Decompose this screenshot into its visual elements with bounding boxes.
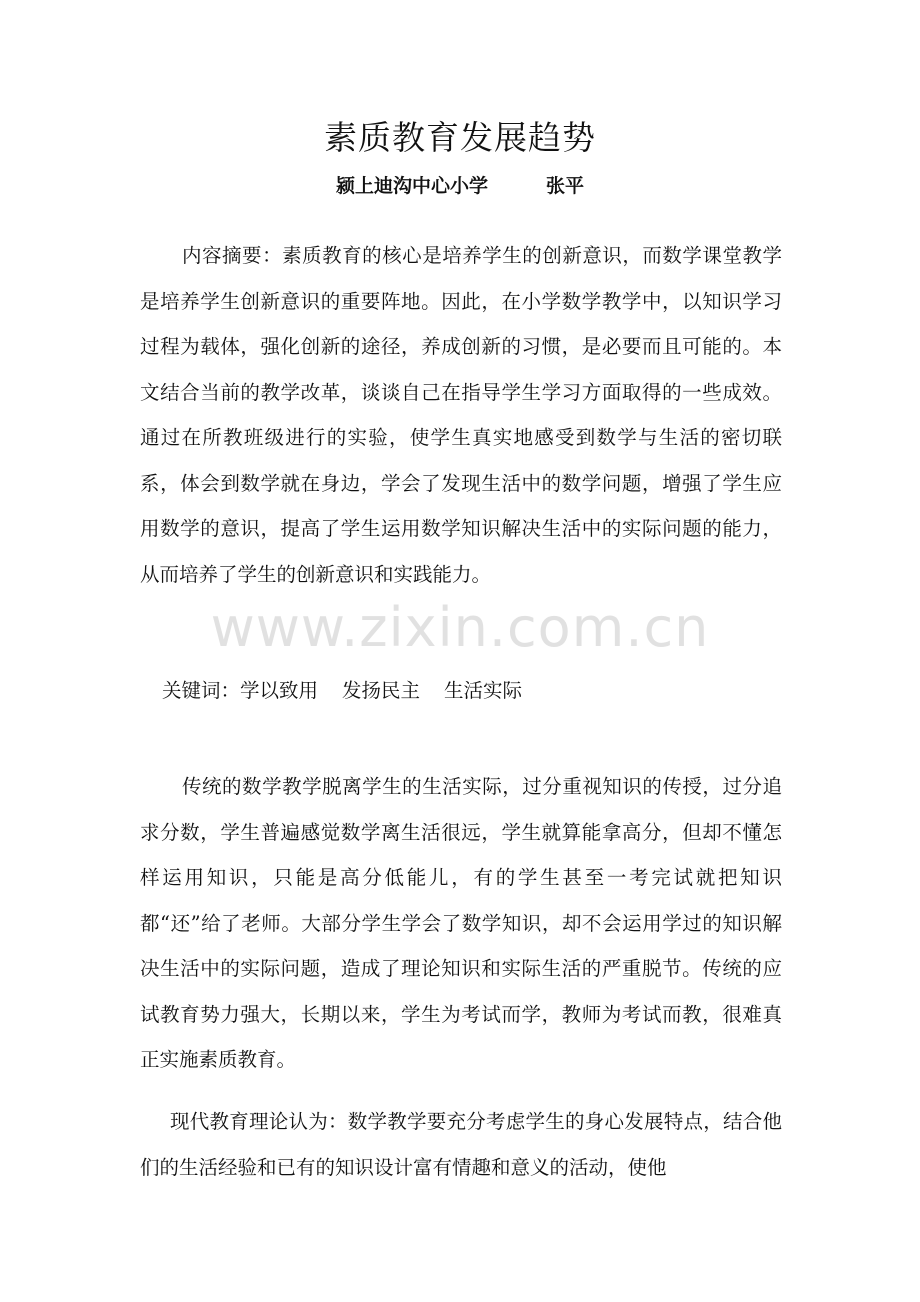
keywords-line — [162, 676, 782, 706]
keywords-label: 关键词： — [162, 679, 241, 702]
abstract-paragraph: 内容摘要：素质教育的核心是培养学生的创新意识，而数学课堂教学是培养学生创新意识的重要阵地。因此，在小学数学教学中，以知识学习过程为载体，强化创新的途径，养成创新的习惯，是必要而且可能的。本文结合当前的教学改革，谈谈自己在指导学生学习方面取得的一些成效。通过在所教班级进行的实验，使学生真实地感受到数学与生活的密切联系，体会到数学就在身边，学会了发现生活中的数学问题，增强了学生应用数学的意识，提高了学生运用数学知识解决生活中的实际问题的能力，从而培养了学生的创新意识和实践能力。 — [140, 244, 782, 586]
watermark: www.zixin.com.cn — [210, 596, 710, 659]
body-paragraph-1: 传统的数学教学脱离学生的生活实际，过分重视知识的传授，过分追求分数，学生普遍感觉数学离生活很远，学生就算能拿高分，但却不懂怎样运用知识，只能是高分低能儿，有的学生甚至一考完试就把知识都“还”给了老师。大部分学生学会了数学知识，却不会运用学过的知识解决生活中的实际问题，造成了理论知识和实际生活的严重脱节。传统的应试教育势力强大，长期以来，学生为考试而学，教师为考试而教，很难真正实施素质教育。 — [140, 775, 782, 1071]
keyword: 学以致用 — [240, 679, 319, 702]
body-paragraph-2: 现代教育理论认为：数学教学要充分考虑学生的身心发展特点，结合他们的生活经验和已有的知识设计富有情趣和意义的活动，使他 — [140, 1110, 782, 1179]
keyword: 生活实际 — [444, 679, 523, 702]
byline — [0, 171, 920, 198]
document-title: 素质教育发展趋势 — [324, 118, 596, 157]
keyword: 发扬民主 — [342, 679, 421, 702]
school-name: 颍上迪沟中心小学 — [335, 175, 488, 197]
author-name: 张平 — [546, 175, 585, 197]
